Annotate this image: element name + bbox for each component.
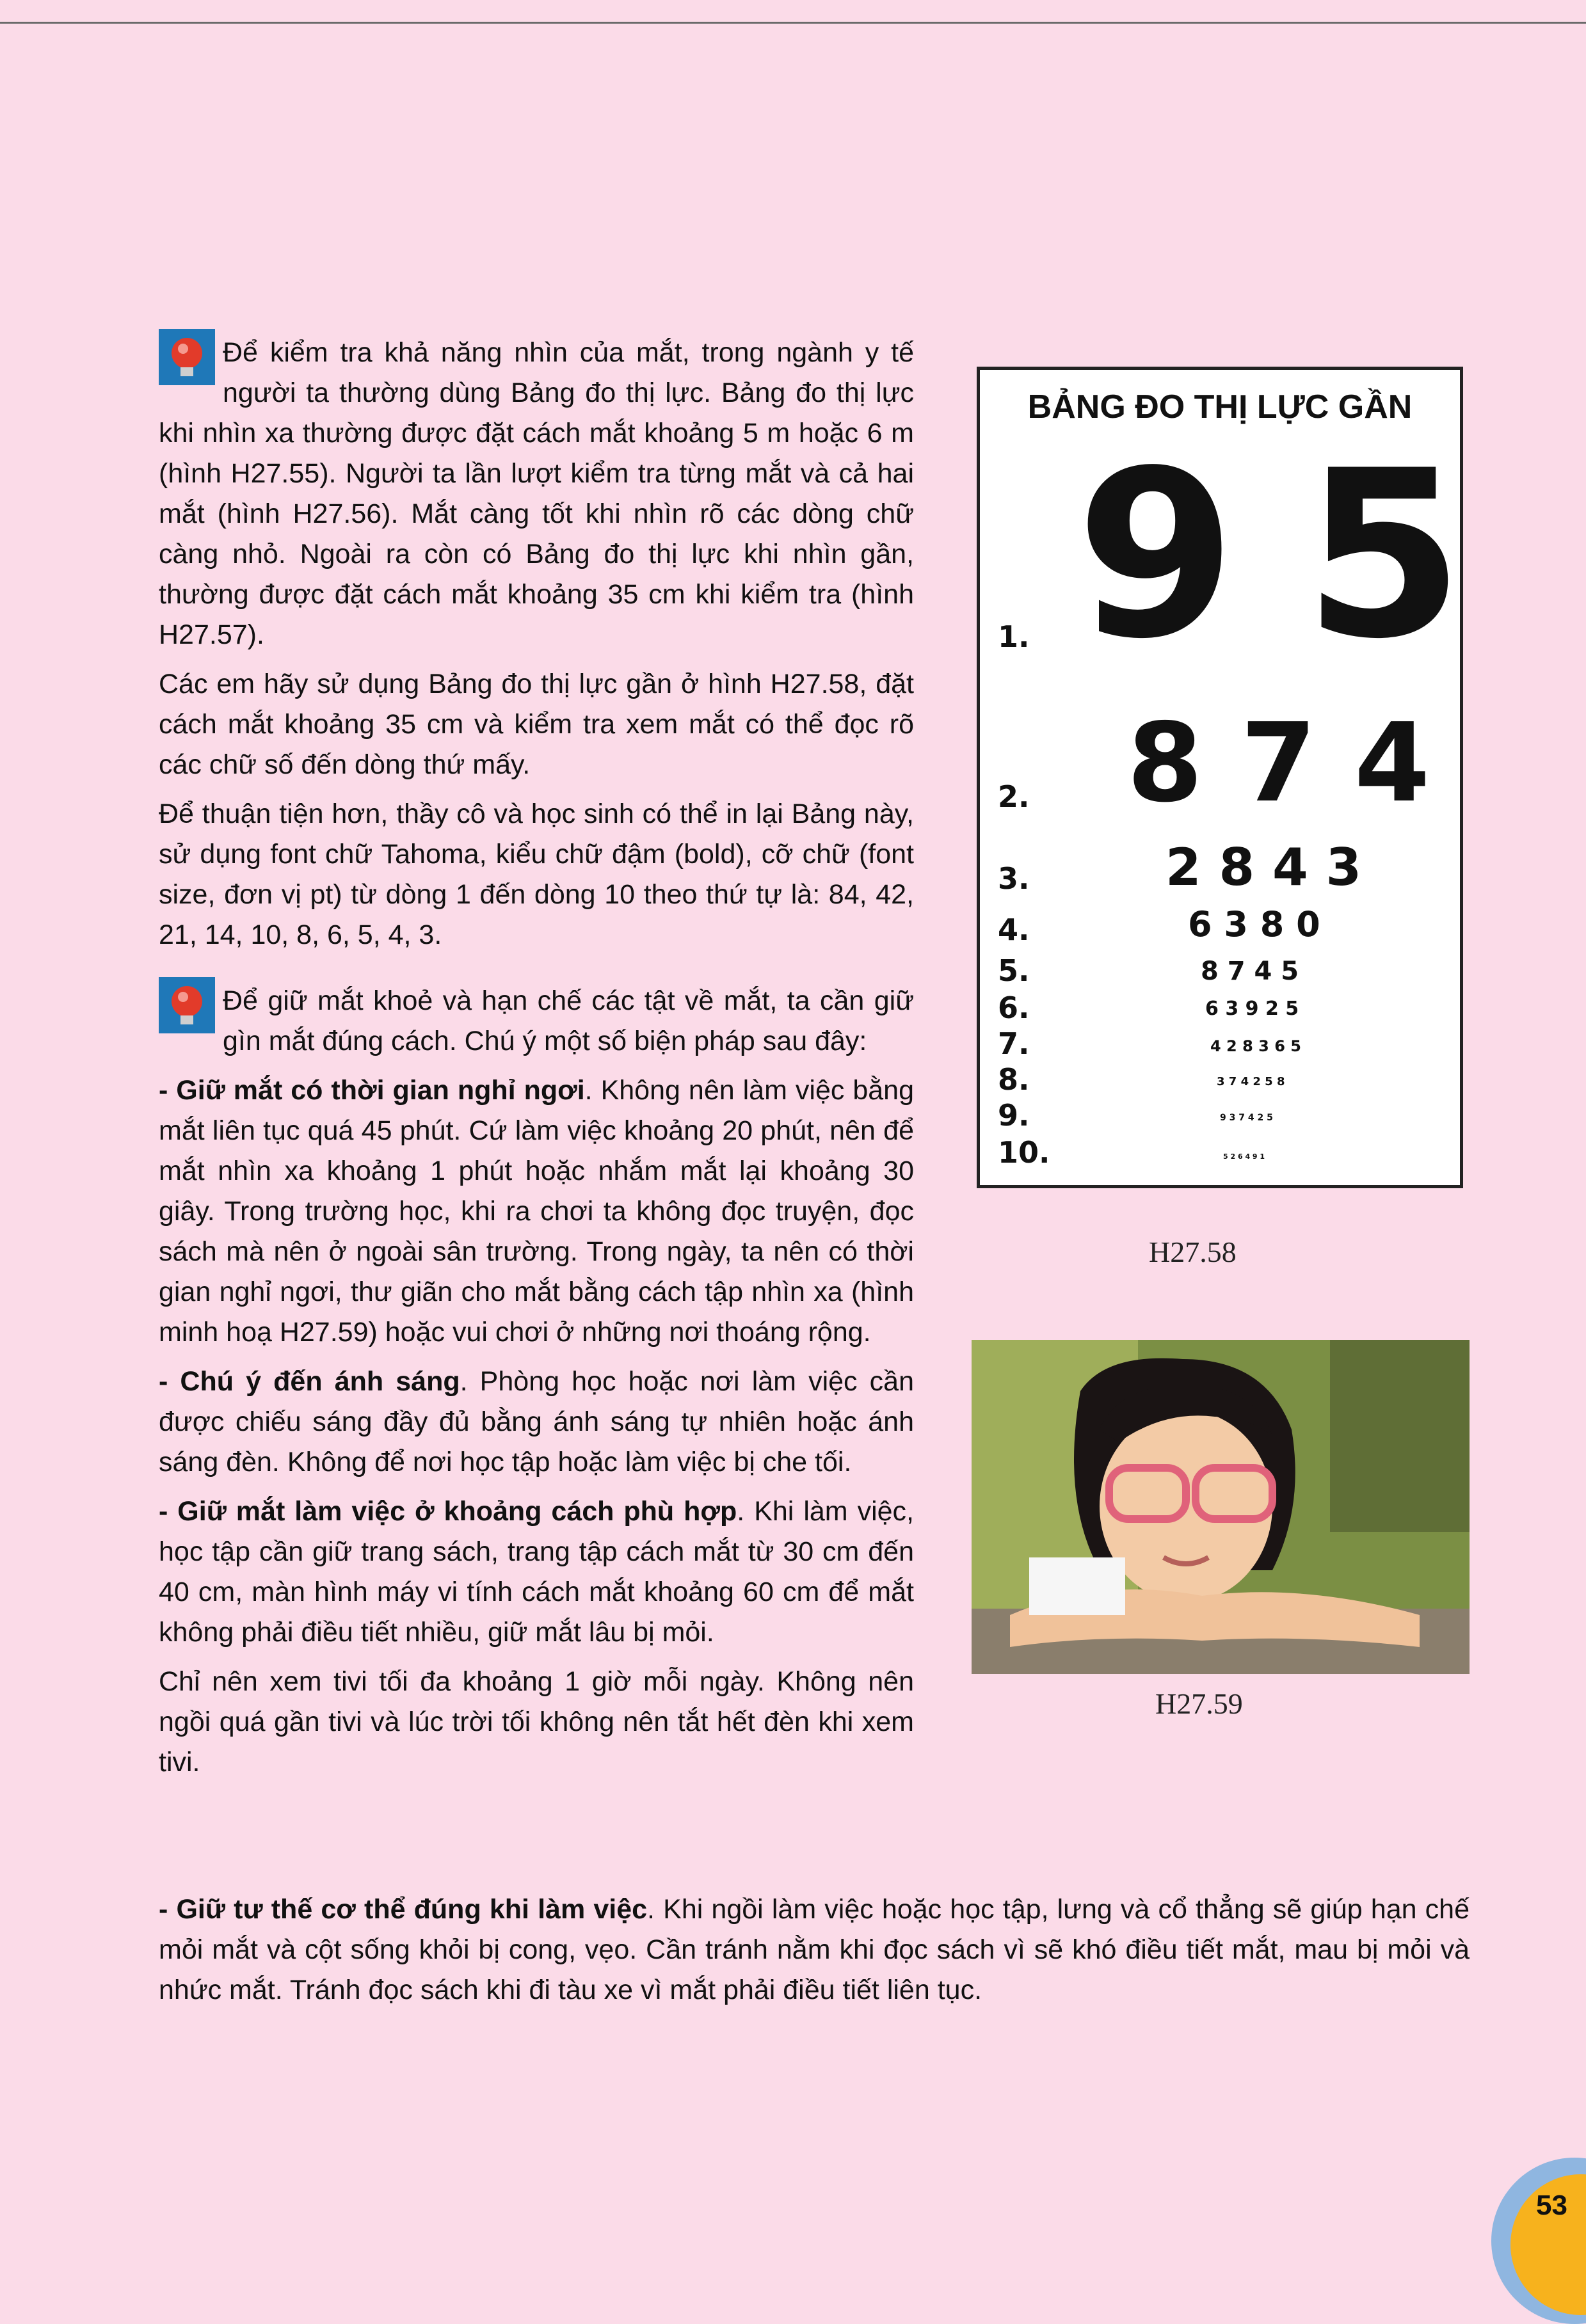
- chart-row-number: 7.: [998, 1026, 1030, 1061]
- chart-row-digits: 3 7 4 2 5 8: [1217, 1075, 1285, 1088]
- chart-row-digits: 6 3 9 2 5: [1205, 998, 1299, 1020]
- chart-row-digits: 8 7 4 5: [1201, 957, 1299, 986]
- caption-h27-59: H27.59: [1155, 1687, 1243, 1720]
- paragraph-3: Để thuận tiện hơn, thầy cô và học sinh có thể in lại Bảng này, sử dụng font chữ Tahoma, kiểu chữ đậm (bold), cỡ chữ (font size, đơn vị pt) từ dòng 1 đến dòng 10 theo thứ tự là: 84, 42, 21, 14, 10, 8, 6, 5, 4, 3.: [159, 799, 914, 950]
- chart-row-number: 9.: [998, 1098, 1030, 1133]
- paragraph-tv: Chỉ nên xem tivi tối đa khoảng 1 giờ mỗi ngày. Không nên ngồi quá gần tivi và lúc trời tối không nên tắt hết đèn khi xem tivi.: [159, 1666, 914, 1778]
- lightbulb-icon: [159, 329, 215, 385]
- paragraph-1: Để kiểm tra khả năng nhìn của mắt, trong ngành y tế người ta thường dùng Bảng đo thị lực. Bảng đo thị lực khi nhìn xa thường được đặt cách mắt khoảng 5 m hoặc 6 m (hình H27.55). Người ta lần lượt kiểm tra từng mắt và cả hai mắt (hình H27.56). Mắt càng tốt khi nhìn rõ các dòng chữ càng nhỏ. Ngoài ra còn có Bảng đo thị lực khi nhìn gần, thường được đặt cách mắt khoảng 35 cm khi kiểm tra (hình H27.57).: [159, 333, 914, 655]
- chart-row-number: 6.: [998, 991, 1030, 1025]
- chart-row-number: 3.: [998, 861, 1030, 896]
- chart-row-number: 8.: [998, 1062, 1030, 1097]
- paragraph-2: Các em hãy sử dụng Bảng đo thị lực gần ở hình H27.58, đặt cách mắt khoảng 35 cm và kiểm tra xem mắt có thể đọc rõ các chữ số đến dòng thứ mấy.: [159, 669, 914, 780]
- girl-photo: [972, 1340, 1470, 1674]
- top-rule: [0, 22, 1586, 24]
- bullet-light: - Chú ý đến ánh sáng. Phòng học hoặc nơi làm việc cần được chiếu sáng đầy đủ bằng ánh sáng tự nhiên hoặc ánh sáng đèn. Không để nơi học tập hoặc làm việc bị che tối.: [159, 1366, 914, 1477]
- chart-row-digits: 9 3 7 4 2 5: [1220, 1113, 1273, 1123]
- chart-row-digits: 4 2 8 3 6 5: [1210, 1037, 1301, 1055]
- chart-row-number: 4.: [998, 912, 1030, 947]
- left-column: [159, 333, 914, 1792]
- lightbulb-icon: [159, 977, 215, 1033]
- page-number: 53: [1536, 2190, 1567, 2221]
- paragraph-intro: Để giữ mắt khoẻ và hạn chế các tật về mắt, ta cần giữ gìn mắt đúng cách. Chú ý một số biện pháp sau đây:: [159, 981, 914, 1062]
- chart-row-digits: 9 5: [1076, 421, 1458, 689]
- bullet-rest: - Giữ mắt có thời gian nghỉ ngơi. Không nên làm việc bằng mắt liên tục quá 45 phút. Cứ làm việc khoảng 20 phút, nên để mắt nhìn xa khoảng 1 phút hoặc nhắm mắt lại khoảng 30 giây. Trong trường học, khi ra chơi ta không đọc truyện, đọc sách mà nên ở ngoài sân trường. Trong ngày, ta nên có thời gian nghỉ ngơi, thư giãn cho mắt bằng cách tập nhìn xa (hình minh hoạ H27.59) hoặc vui chơi ở những nơi thoáng rộng.: [159, 1075, 914, 1348]
- chart-row-number: 1.: [998, 619, 1030, 654]
- chart-row-digits: 5 2 6 4 9 1: [1223, 1152, 1265, 1161]
- chart-row-number: 10.: [998, 1135, 1050, 1170]
- near-vision-chart: [977, 367, 1463, 1188]
- chart-title: BẢNG ĐO THỊ LỰC GẦN: [1027, 388, 1413, 426]
- chart-row-digits: 6 3 8 0: [1188, 904, 1320, 944]
- bullet-distance: - Giữ mắt làm việc ở khoảng cách phù hợp. Khi làm việc, học tập cần giữ trang sách, trang tập cách mắt từ 30 cm đến 40 cm, màn hình máy vi tính cách mắt khoảng 60 cm để mắt không phải điều tiết nhiều, giữ mắt lâu bị mỏi.: [159, 1496, 915, 1648]
- chart-row-number: 5.: [998, 953, 1030, 988]
- chart-row-digits: 8 7 4: [1127, 700, 1430, 827]
- girl-photo-illustration: [972, 1340, 1470, 1674]
- chart-row-number: 2.: [998, 779, 1030, 814]
- chart-row-digits: 2 8 4 3: [1165, 838, 1362, 897]
- caption-h27-58: H27.58: [1149, 1236, 1237, 1268]
- bullet-posture: - Giữ tư thế cơ thể đúng khi làm việc. Khi ngồi làm việc hoặc học tập, lưng và cổ thẳng sẽ giúp hạn chế mỏi mắt và cột sống khỏi bị cong, vẹo. Cần tránh nằm khi đọc sách vì sẽ khó điều tiết mắt, mau bị mỏi và nhức mắt. Tránh đọc sách khi đi tàu xe vì mắt phải điều tiết liên tục.: [159, 1894, 1470, 2005]
